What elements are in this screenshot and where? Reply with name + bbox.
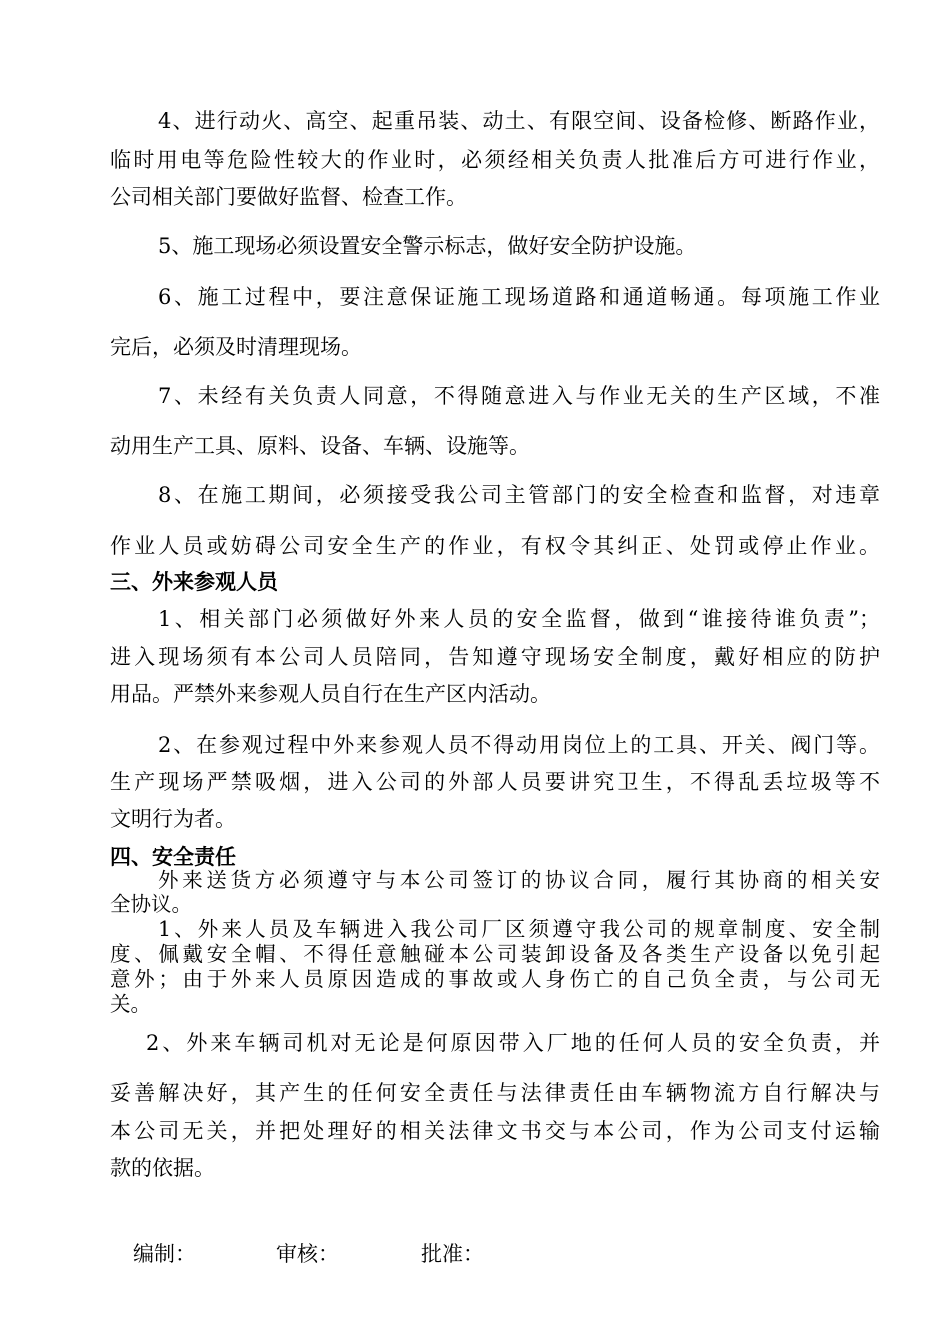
paragraph-line: 文明行为者。 — [110, 807, 236, 831]
paragraph-line: 关。 — [110, 993, 151, 1015]
paragraph-line: 4、进行动火、高空、起重吊装、动土、有限空间、设备检修、断路作业， — [158, 109, 880, 133]
paragraph-line: 1、外来人员及车辆进入我公司厂区须遵守我公司的规章制度、安全制 — [158, 918, 880, 940]
paragraph-line: 款的依据。 — [110, 1156, 215, 1180]
section-heading: 四、安全责任 — [110, 844, 236, 869]
paragraph-line: 5、施工现场必须设置安全警示标志，做好安全防护设施。 — [158, 234, 697, 258]
paragraph-line: 6、施工过程中，要注意保证施工现场道路和通道畅通。每项施工作业 — [158, 285, 880, 309]
paragraph-line: 用品。严禁外来参观人员自行在生产区内活动。 — [110, 682, 551, 706]
paragraph-line: 7、未经有关负责人同意，不得随意进入与作业无关的生产区域，不准 — [158, 384, 880, 408]
paragraph-line: 临时用电等危险性较大的作业时，必须经相关负责人批准后方可进行作业， — [110, 148, 880, 172]
paragraph-line: 全协议。 — [110, 893, 192, 915]
section-heading: 三、外来参观人员 — [110, 569, 278, 594]
paragraph-line: 公司相关部门要做好监督、检查工作。 — [110, 185, 467, 209]
paragraph-line: 8、在施工期间，必须接受我公司主管部门的安全检查和监督，对违章 — [158, 483, 880, 507]
compile-label: 编制： — [133, 1242, 196, 1266]
approve-label: 批准： — [421, 1242, 484, 1266]
paragraph-line: 进入现场须有本公司人员陪同，告知遵守现场安全制度，戴好相应的防护 — [110, 645, 880, 669]
paragraph-line: 度、佩戴安全帽、不得任意触碰本公司装卸设备及各类生产设备以免引起 — [110, 943, 880, 965]
paragraph-line: 外来送货方必须遵守与本公司签订的协议合同，履行其协商的相关安 — [158, 869, 880, 891]
paragraph-line: 妥善解决好，其产生的任何安全责任与法律责任由车辆物流方自行解决与 — [110, 1081, 880, 1105]
paragraph-line: 1、相关部门必须做好外来人员的安全监督，做到“谁接待谁负责”； — [158, 607, 880, 631]
paragraph-line: 2、在参观过程中外来参观人员不得动用岗位上的工具、开关、阀门等。 — [158, 733, 880, 757]
paragraph-line: 完后，必须及时清理现场。 — [110, 335, 362, 359]
paragraph-line: 生产现场严禁吸烟，进入公司的外部人员要讲究卫生，不得乱丢垃圾等不 — [110, 770, 880, 794]
paragraph-line: 作业人员或妨碍公司安全生产的作业，有权令其纠正、处罚或停止作业。 — [110, 534, 880, 558]
paragraph-line: 本公司无关，并把处理好的相关法律文书交与本公司，作为公司支付运输 — [110, 1119, 880, 1143]
paragraph-line: 动用生产工具、原料、设备、车辆、设施等。 — [110, 434, 530, 458]
paragraph-line: 意外；由于外来人员原因造成的事故或人身伤亡的自己负全责，与公司无 — [110, 968, 880, 990]
paragraph-line: 2、外来车辆司机对无论是何原因带入厂地的任何人员的安全负责，并 — [146, 1031, 880, 1055]
review-label: 审核： — [276, 1242, 339, 1266]
